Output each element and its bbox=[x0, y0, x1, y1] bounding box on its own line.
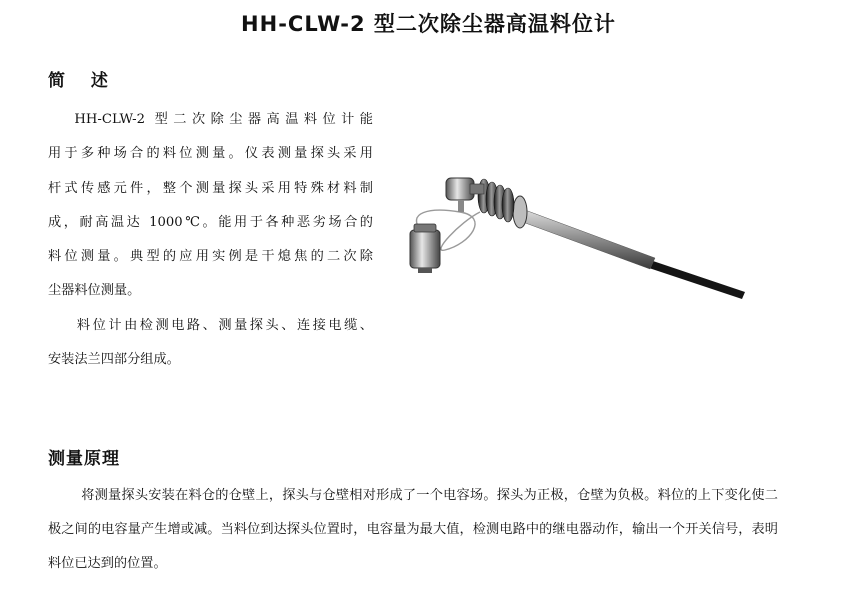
principle-text: 将测量探头安装在料仓的仓壁上，探头与仓壁相对形成了一个电容场。探头为正极，仓壁为负极。料位的上下变化使二极之间的电容量产生增或减。当料位到达探头位置时，电容量为最大值，检测电路中的继电器动作，输出一个开关信号，表明料位已达到的位置。 bbox=[48, 488, 778, 571]
components-line-2: 安装法兰四部分组成。 bbox=[48, 352, 180, 368]
section-heading-overview: 简 述 bbox=[48, 71, 118, 91]
overview-line-2: 用于多种场合的料位测量。仪表测量探头采用 bbox=[48, 146, 373, 162]
overview-line-4: 成，耐高温达 1000℃。能用于各种恶劣场合的 bbox=[48, 214, 373, 230]
section-heading-principle: 测量原理 bbox=[48, 449, 120, 469]
components-line-1: 料位计由检测电路、测量探头、连接电缆、 bbox=[74, 317, 373, 333]
overview-line-1: HH-CLW-2 型二次除尘器高温料位计能 bbox=[74, 112, 373, 127]
overview-text bbox=[48, 103, 373, 377]
overview-line-6: 尘器料位测量。 bbox=[48, 283, 141, 299]
overview-line-3: 杆式传感元件，整个测量探头采用特殊材料制 bbox=[48, 180, 373, 196]
overview-line-5: 料位测量。典型的应用实例是干熄焦的二次除 bbox=[48, 249, 373, 265]
level-probe-photo bbox=[400, 172, 760, 312]
page-title: HH-CLW-2 型二次除尘器高温料位计 bbox=[241, 12, 616, 36]
